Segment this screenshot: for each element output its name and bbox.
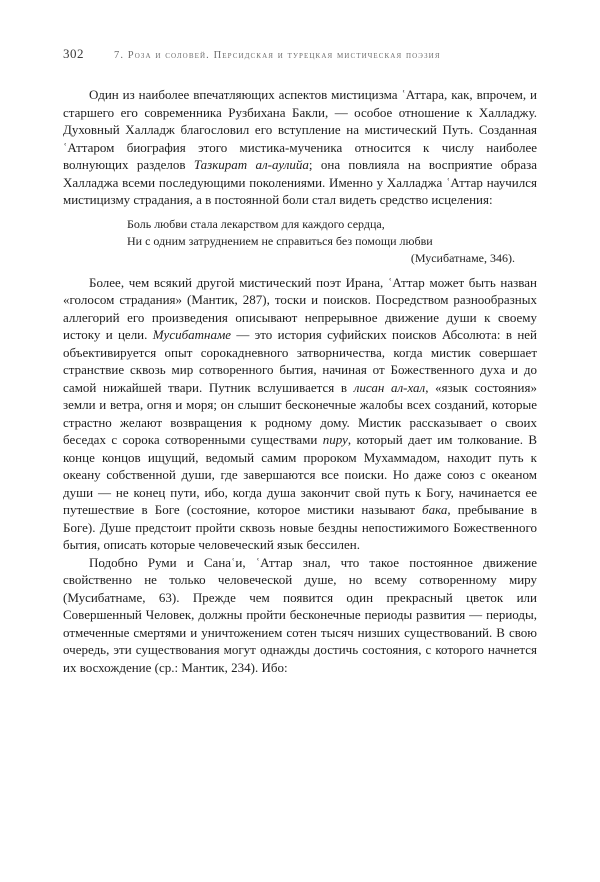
paragraph <box>63 274 537 554</box>
quote-block <box>127 216 515 267</box>
italic-text-run: пиру <box>322 432 348 447</box>
text-run: — это история суфийских поисков Абсолюта: в ней объективируется опыт сорокадневного затворничества, когда мистик совершает странствие сквозь мир сотворенного бытия, начиная от Божественного духа и до самой нижайшей твари. Путник вслушивается в <box>63 327 537 395</box>
text-run: Более, чем всякий другой мистический поэт Ирана, ʿАттар может быть назван «голосом страдания» (Мантик, 287), тоски и поисков. Посредством разнообразных аллегорий его произведения описывают непрерывное движение души к своему истоку и цели. <box>63 274 537 342</box>
italic-text-run: лисан ал-хал <box>353 379 426 395</box>
text-run: , который дает им толкование. В конце концов ищущий, ведомый самим пророком Мухаммадом, находит путь к океану собственной души, где завершаются все поиски. Но даже союз с океаном души — не конец пути, ибо, когда душа закончит свой путь к Богу, начинается ее путешествие в Боге (состояние, которое мистики называют <box>63 432 537 517</box>
paragraph <box>63 554 537 677</box>
running-title: 7. Роза и соловей. Персидская и турецкая мистическая поэзия <box>114 50 441 61</box>
italic-text-run: Тазкират ал-аулийа <box>193 157 309 172</box>
page-header <box>63 46 537 62</box>
italic-text-run: бака <box>422 502 448 517</box>
text-run: ; она повлияла на восприятие образа Халладжа всеми последующими поколениями. Именно у Халладжа ʿАттар научился мистицизму страдания, а в постоянной боли стал видеть средство исцеления: <box>63 157 538 207</box>
text-run: , «язык состояния» земли и ветра, огня и моря; он слышит бесконечные жалобы всех созданий, которые страстно желают возвращения к родному дому. Мистик рассказывает о своих беседах с сорока сотворенными существами <box>63 379 537 447</box>
paragraph <box>63 86 537 209</box>
italic-text-run: Мусибатнаме <box>152 327 232 342</box>
text-run: Один из наиболее впечатляющих аспектов мистицизма ʿАттара, как, впрочем, и старшего его современника Рузбихана Бакли, — особое отношение к Халладжу. Духовный Халладж благословил его вступление на мистический Путь. Созданная ʿАттаром биография этого мистика-мученика относится к числу наиболее волнующих разделов <box>63 87 537 172</box>
page-number: 302 <box>63 46 84 61</box>
quote-line: Ни с одним затруднением не справиться без помощи любви <box>127 233 433 248</box>
document-body <box>63 86 537 676</box>
text-run: , пребывание в Боге). Душе предстоит пройти сквозь новые бездны непостижимого Божественного бытия, описать которые человеческий язык бессилен. <box>63 502 538 552</box>
quote-line: Боль любви стала лекарством для каждого сердца, <box>127 216 385 231</box>
text-run: Подобно Руми и Санаʿи, ʿАттар знал, что такое постоянное движение свойственно не только человеческой душе, но всему сотворенному миру (Мусибатнаме, 63). Прежде чем появится один прекрасный цветок или Совершенный Человек, должны пройти бесконечные периоды развития — периоды, отмеченные смертями и уничтожением сотен тысяч низших существований. В свою очередь, эти существования могут однажды достичь состояния, с которого начнется их восхождение (ср.: Мантик, 234). Ибо: <box>63 554 537 675</box>
quote-attribution: (Мусибатнаме, 346). <box>410 250 515 265</box>
